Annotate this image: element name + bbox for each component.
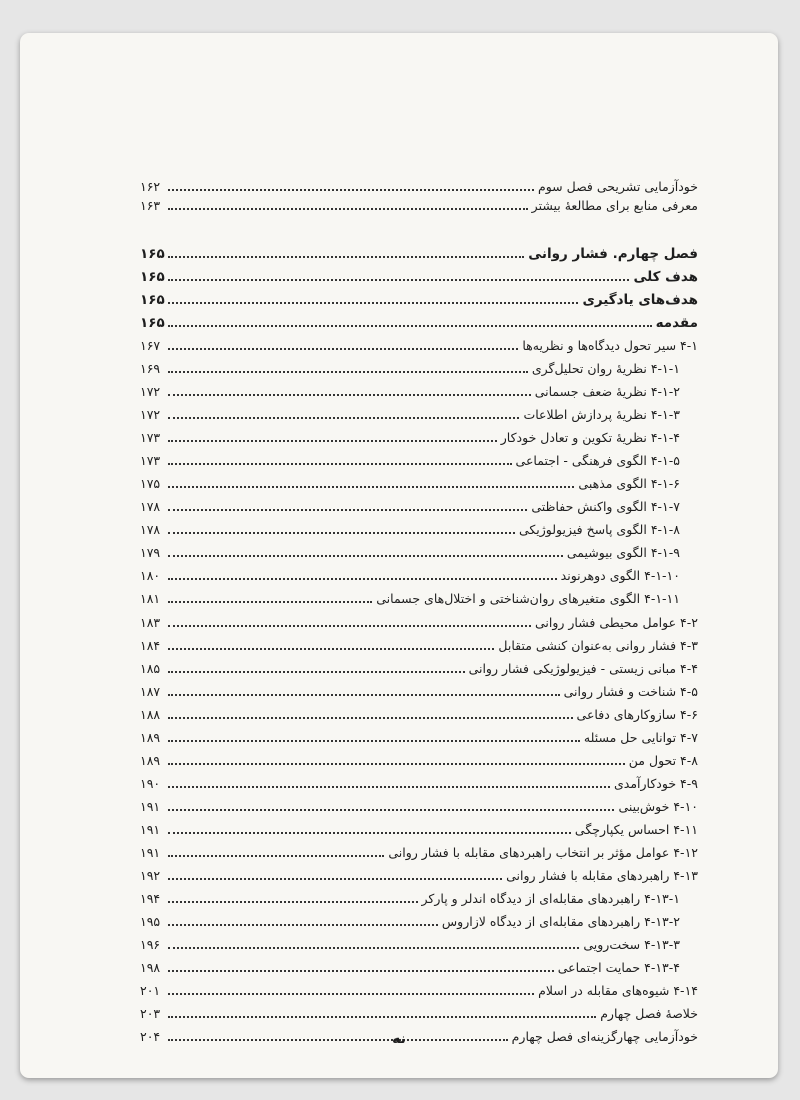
toc-entry <box>140 678 698 700</box>
toc-entry-title: ۴-۱۳-۳ سخت‌رویی <box>583 937 680 952</box>
toc-entry-page: ۲۰۱ <box>140 983 161 998</box>
leader-dots <box>168 694 560 696</box>
toc-entry-page: ۱۸۹ <box>140 753 161 768</box>
toc-entry-title: ۴-۱-۴ نظریهٔ تکوین و تعادل خودکار <box>500 430 680 445</box>
toc-entry <box>140 931 698 953</box>
toc-entry-page: ۱۷۳ <box>140 453 161 468</box>
toc-entry-title: هدف کلی <box>633 269 698 285</box>
leader-dots <box>168 371 528 373</box>
toc-entry-page: ۱۹۴ <box>140 891 161 906</box>
leader-dots <box>168 901 418 903</box>
toc-entry <box>140 355 698 377</box>
toc-entry-title: ۴-۳ فشار روانی به‌عنوان کنشی متقابل <box>498 638 698 653</box>
toc-entry-title: ۴-۱۲ عوامل مؤثر بر انتخاب راهبردهای مقابله با فشار روانی <box>388 845 698 860</box>
toc-entry <box>140 862 698 884</box>
toc-entry-page: ۱۶۵ <box>140 292 165 308</box>
toc-entry-page: ۱۹۱ <box>140 845 161 860</box>
leader-dots <box>168 509 527 511</box>
toc-entry-title: ۴-۶ سازوکارهای دفاعی <box>576 707 698 722</box>
book-page <box>20 33 778 1078</box>
toc-entry-page: ۱۷۸ <box>140 499 161 514</box>
toc-entry-page: ۱۸۱ <box>140 591 161 606</box>
leader-dots <box>168 970 554 972</box>
toc-entry <box>140 470 698 492</box>
toc-entry <box>140 263 698 285</box>
leader-dots <box>168 1016 596 1018</box>
toc-entry-page: ۲۰۳ <box>140 1006 161 1021</box>
toc-entry-page: ۲۰۴ <box>140 1029 161 1044</box>
toc-entry-page: ۱۸۰ <box>140 568 161 583</box>
leader-dots <box>168 809 614 811</box>
leader-dots <box>168 993 534 995</box>
leader-dots <box>168 302 578 304</box>
toc-entry <box>140 192 698 214</box>
toc-entry-title: ۴-۱-۱۱ الگوی متغیرهای روان‌شناختی و اختلال‌های جسمانی <box>376 591 680 606</box>
toc-entry-page: ۱۷۲ <box>140 384 161 399</box>
toc-entry-page: ۱۸۵ <box>140 661 161 676</box>
toc-entry-page: ۱۷۸ <box>140 522 161 537</box>
leader-dots <box>168 947 579 949</box>
toc-entry-title: خودآزمایی تشریحی فصل سوم <box>537 179 698 194</box>
toc-entry <box>140 424 698 446</box>
leader-dots <box>168 717 573 719</box>
toc-entry <box>140 562 698 584</box>
leader-dots <box>168 208 528 210</box>
toc-entry-title: ۴-۱-۷ الگوی واکنش حفاظتی <box>531 499 680 514</box>
leader-dots <box>168 648 494 650</box>
toc-entry-title: ۴-۱۳-۴ حمایت اجتماعی <box>557 960 680 975</box>
leader-dots <box>168 279 629 281</box>
toc-entry-title: ۴-۱۰ خوش‌بینی <box>618 799 698 814</box>
toc-entry-page: ۱۷۹ <box>140 545 161 560</box>
toc-entry-page: ۱۶۲ <box>140 179 161 194</box>
toc-entry-page: ۱۹۸ <box>140 960 161 975</box>
toc-entry <box>140 539 698 561</box>
toc-entry-title: فصل چهارم. فشار روانی <box>528 246 698 262</box>
toc-entry-page: ۱۸۷ <box>140 684 161 699</box>
toc-entry-title: ۴-۱-۳ نظریهٔ پردازش اطلاعات <box>523 407 680 422</box>
leader-dots <box>168 924 438 926</box>
toc-entry-page: ۱۷۳ <box>140 430 161 445</box>
leader-dots <box>168 601 372 603</box>
toc-entry <box>140 240 698 262</box>
toc-entry-title: مقدمه <box>655 315 698 331</box>
toc-entry <box>140 332 698 354</box>
toc-entry-page: ۱۸۸ <box>140 707 161 722</box>
toc-entry <box>140 309 698 331</box>
toc-entry <box>140 516 698 538</box>
toc-entry-title: ۴-۱-۵ الگوی فرهنگی - اجتماعی <box>515 453 680 468</box>
toc-entry-title: ۴-۴ مبانی زیستی - فیزیولوژیکی فشار روانی <box>468 661 698 676</box>
toc-entry-title: ۴-۱۱ احساس یکپارچگی <box>574 822 698 837</box>
toc-entry-page: ۱۸۹ <box>140 730 161 745</box>
toc-entry <box>140 816 698 838</box>
toc-entry-title: ۴-۱۳-۲ راهبردهای مقابله‌ای از دیدگاه لازاروس <box>441 914 680 929</box>
toc-entry <box>140 793 698 815</box>
toc-entry-page: ۱۹۱ <box>140 799 161 814</box>
toc-entry <box>140 609 698 631</box>
leader-dots <box>168 578 557 580</box>
toc-entry <box>140 770 698 792</box>
toc-entry <box>140 401 698 423</box>
toc-entry <box>140 977 698 999</box>
leader-dots <box>168 486 574 488</box>
toc-entry-title: ۴-۹ خودکارآمدی <box>614 776 698 791</box>
leader-dots <box>168 740 580 742</box>
toc-entry-title: خلاصهٔ فصل چهارم <box>600 1006 698 1021</box>
toc-entry-title: ۴-۱۳ راهبردهای مقابله با فشار روانی <box>506 868 698 883</box>
toc-entry-title: ۴-۱۴ شیوه‌های مقابله در اسلام <box>538 983 698 998</box>
leader-dots <box>168 417 519 419</box>
toc-entry-title: ۴-۱-۱ نظریهٔ روان تحلیل‌گری <box>531 361 680 376</box>
leader-dots <box>168 348 518 350</box>
toc-entry <box>140 1000 698 1022</box>
toc-entry-page: ۱۶۷ <box>140 338 161 353</box>
leader-dots <box>168 256 524 258</box>
leader-dots <box>168 786 610 788</box>
toc-entry <box>140 954 698 976</box>
leader-dots <box>168 440 497 442</box>
toc-entry-title: ۴-۱-۹ الگوی بیوشیمی <box>566 545 680 560</box>
leader-dots <box>168 763 625 765</box>
toc-entry-title: ۴-۷ توانایی حل مسئله <box>583 730 698 745</box>
toc-entry-page: ۱۹۱ <box>140 822 161 837</box>
toc-entry-title: ۴-۱-۱۰ الگوی دوهرنوند <box>560 568 680 583</box>
toc-entry-page: ۱۸۴ <box>140 638 161 653</box>
leader-dots <box>168 325 652 327</box>
toc-entry-title: ۴-۲ عوامل محیطی فشار روانی <box>534 615 698 630</box>
toc-entry-page: ۱۶۳ <box>140 198 161 213</box>
toc-entry-title: ۴-۵ شناخت و فشار روانی <box>563 684 698 699</box>
leader-dots <box>168 855 384 857</box>
toc-entry-page: ۱۹۰ <box>140 776 161 791</box>
toc-entry-page: ۱۶۵ <box>140 246 165 262</box>
toc-entry-page: ۱۹۲ <box>140 868 161 883</box>
leader-dots <box>168 532 515 534</box>
toc-entry-page: ۱۷۲ <box>140 407 161 422</box>
toc-entry-page: ۱۹۵ <box>140 914 161 929</box>
toc-entry-title: ۴-۸ تحول من <box>628 753 698 768</box>
toc-entry <box>140 701 698 723</box>
toc-entry-page: ۱۹۶ <box>140 937 161 952</box>
toc-entry-page: ۱۶۹ <box>140 361 161 376</box>
page-number: نه <box>392 1031 406 1047</box>
toc-entry <box>140 655 698 677</box>
leader-dots <box>168 671 465 673</box>
toc-entry-title: خودآزمایی چهارگزینه‌ای فصل چهارم <box>511 1029 698 1044</box>
toc-entry <box>140 493 698 515</box>
leader-dots <box>168 394 531 396</box>
leader-dots <box>168 463 512 465</box>
toc-entry <box>140 747 698 769</box>
toc-entry <box>140 908 698 930</box>
leader-dots <box>168 832 571 834</box>
toc-entry <box>140 447 698 469</box>
toc-entry-title: ۴-۱-۶ الگوی مذهبی <box>578 476 680 491</box>
toc-entry-page: ۱۶۵ <box>140 269 165 285</box>
toc-entry <box>140 632 698 654</box>
toc-entry <box>140 885 698 907</box>
leader-dots <box>168 878 502 880</box>
toc-entry-page: ۱۸۳ <box>140 615 161 630</box>
toc-entry <box>140 839 698 861</box>
leader-dots <box>168 555 563 557</box>
toc-entry <box>140 585 698 607</box>
toc-entry-title: ۴-۱۳-۱ راهبردهای مقابله‌ای از دیدگاه اندلر و پارکر <box>421 891 680 906</box>
toc-entry-title: ۴-۱-۲ نظریهٔ ضعف جسمانی <box>534 384 680 399</box>
toc-entry-page: ۱۶۵ <box>140 315 165 331</box>
toc-entry-title: هدف‌های یادگیری <box>582 292 698 308</box>
leader-dots <box>168 189 534 191</box>
toc-entry-page: ۱۷۵ <box>140 476 161 491</box>
toc-entry <box>140 286 698 308</box>
toc-entry <box>140 378 698 400</box>
leader-dots <box>168 625 531 627</box>
toc-entry-title: ۴-۱ سیر تحول دیدگاه‌ها و نظریه‌ها <box>522 338 698 353</box>
toc-entry <box>140 724 698 746</box>
toc-entry-title: ۴-۱-۸ الگوی پاسخ فیزیولوژیکی <box>518 522 680 537</box>
toc-entry-title: معرفی منابع برای مطالعهٔ بیشتر <box>531 198 698 213</box>
